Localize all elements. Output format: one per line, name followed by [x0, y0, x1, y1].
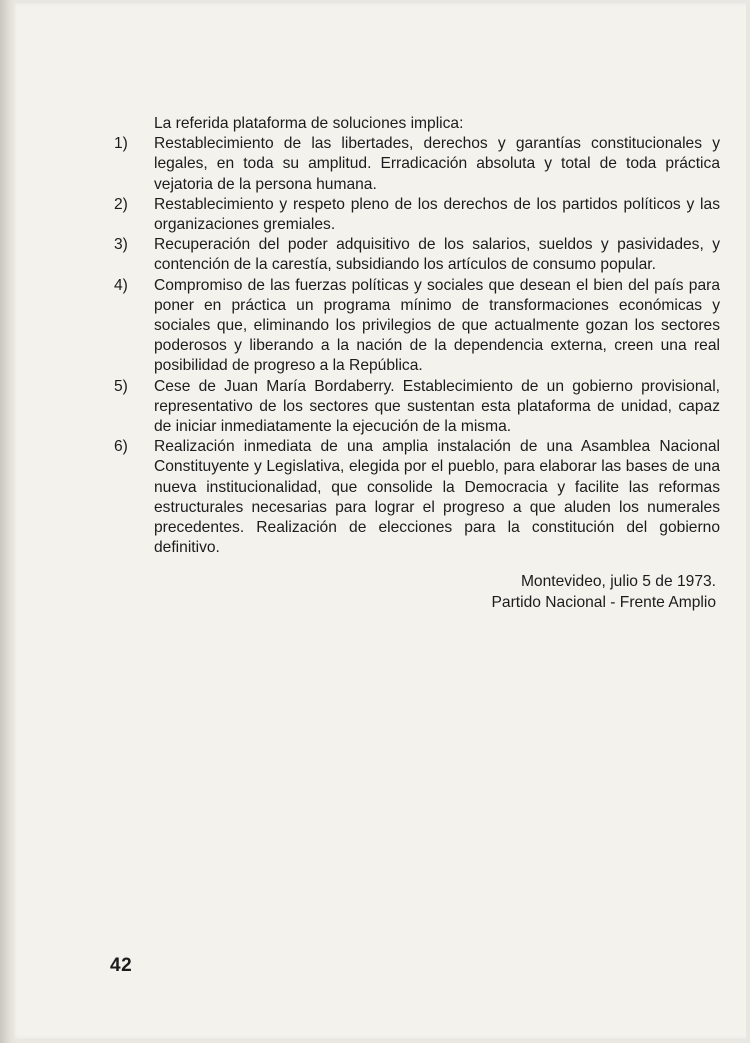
list-item-5	[110, 377, 720, 438]
page-number: 42	[110, 955, 133, 976]
item-number: 5)	[114, 377, 128, 395]
signature-block	[110, 572, 720, 612]
item-number: 1)	[114, 135, 128, 153]
signature-parties: Partido Nacional - Frente Amplio	[491, 593, 716, 611]
list-item-2	[110, 195, 720, 235]
signature-place-date: Montevideo, julio 5 de 1973.	[520, 573, 716, 591]
list-item-6	[110, 437, 720, 558]
page-binding-edge	[0, 0, 16, 1043]
item-number: 3)	[114, 236, 128, 254]
item-text: Restablecimiento de las libertades, derechos y garantías constitucionales y legales, en toda su amplitud. Erradicación absoluta y total de toda práctica vejatoria de la persona humana.	[154, 135, 720, 193]
item-text: Realización inmediata de una amplia instalación de una Asamblea Nacional Constituyente y Legislativa, elegida por el pueblo, para elaborar las bases de una nueva institucionalidad, que consolide la Democracia y facilite las reformas estructurales necesarias para lograr el progreso a que aluden los numerales precedentes. Realización de elecciones para la constitución del gobierno definitivo.	[154, 438, 720, 557]
item-number: 6)	[114, 438, 128, 456]
item-number: 2)	[114, 195, 128, 213]
item-text: Restablecimiento y respeto pleno de los derechos de los partidos políticos y las organizaciones gremiales.	[154, 195, 720, 234]
document-body	[110, 114, 720, 613]
list-item-4	[110, 276, 720, 377]
item-text: Recuperación del poder adquisitivo de los salarios, sueldos y pasividades, y contención de la carestía, subsidiando los artículos de consumo popular.	[154, 236, 720, 274]
item-text: Cese de Juan María Bordaberry. Establecimiento de un gobierno provisional, representativo de los sectores que sustentan esta plataforma de unidad, capaz de iniciar inmediatamente la ejecución de la misma.	[154, 377, 720, 436]
intro-line: La referida plataforma de soluciones implica:	[154, 115, 464, 132]
item-number: 4)	[114, 276, 128, 294]
list-item-1	[110, 134, 720, 195]
item-text: Compromiso de las fuerzas políticas y sociales que desean el bien del país para poner en práctica un programa mínimo de transformaciones económicas y sociales que, eliminando los privilegios de que actualmente gozan los sectores poderosos y liberando a la nación de la dependencia externa, creen una real posibilidad de progreso a la República.	[154, 276, 720, 375]
list-item-3	[110, 235, 720, 275]
